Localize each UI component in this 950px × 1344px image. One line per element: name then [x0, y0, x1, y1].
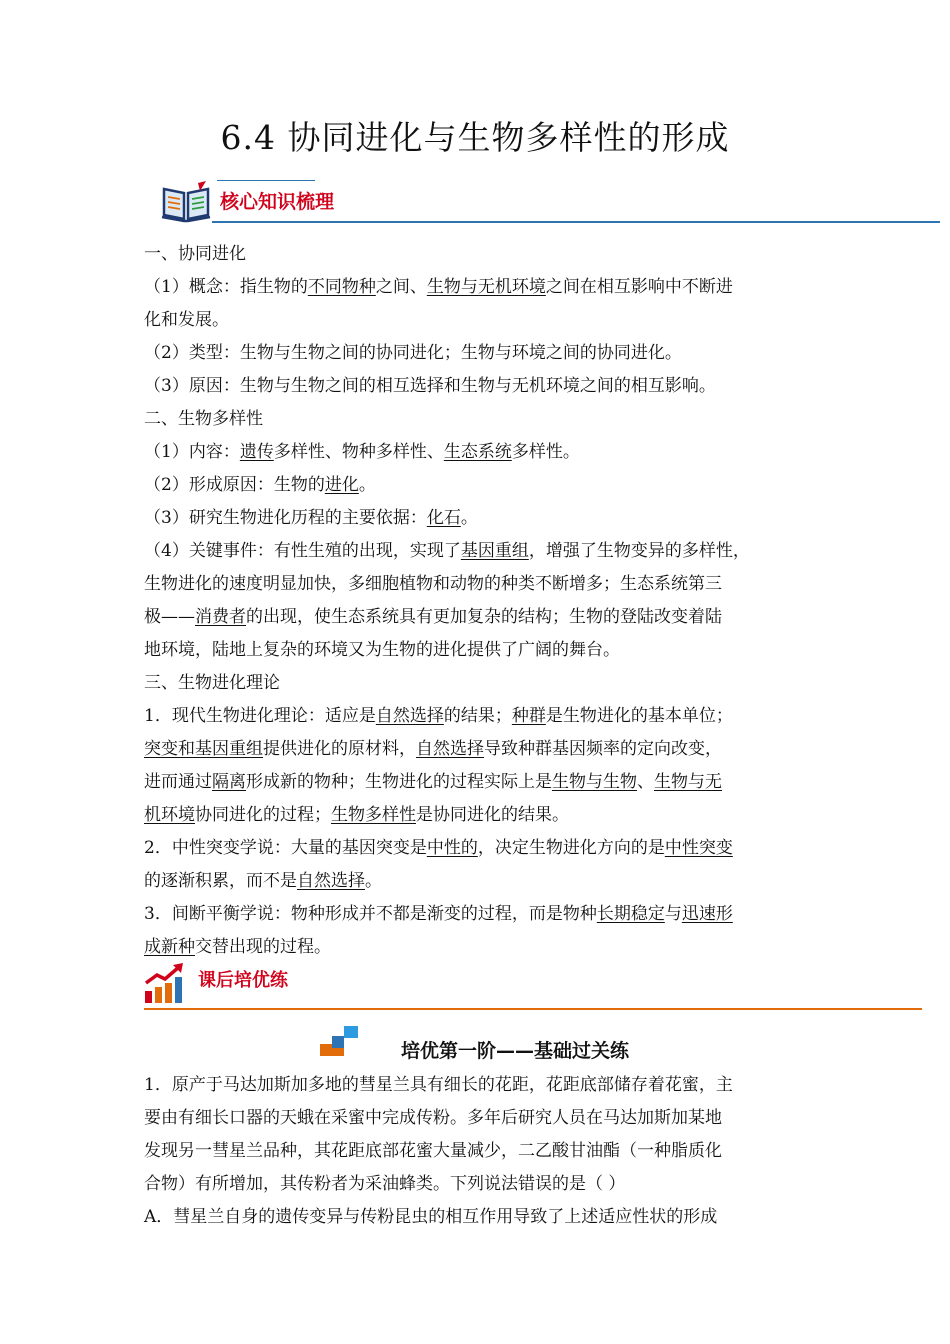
text-span: （4）关键事件：有性生殖的出现，实现了	[144, 541, 461, 561]
question-stem-line: 要由有细长口器的天蛾在采蜜中完成传粉。多年后研究人员在马达加斯加某地	[144, 1108, 722, 1128]
text-span: 的出现，使生态系统具有更加复杂的结构；生物的登陆改变着陆	[246, 607, 722, 627]
text-line	[144, 271, 816, 304]
growth-chart-icon	[143, 961, 187, 1005]
text-span: （3）研究生物进化历程的主要依据：	[144, 508, 427, 528]
answer-blank: 生物与无	[654, 772, 722, 792]
text-line: （2）类型：生物与生物之间的协同进化；生物与环境之间的协同进化。	[144, 343, 682, 363]
section-heading-knowledge: 核心知识梳理	[220, 191, 335, 213]
answer-blank: 消费者	[195, 607, 246, 627]
text-line	[144, 865, 816, 898]
section-rule-orange	[144, 1008, 922, 1010]
text-line	[144, 799, 816, 832]
answer-blank: 自然选择	[416, 739, 484, 759]
text-span: （1）内容：	[144, 442, 240, 462]
text-span: 是生物进化的基本单位；	[545, 706, 733, 726]
text-span: 形成新的物种；生物进化的过程实际上是	[246, 772, 552, 792]
banner-top-rule	[217, 180, 315, 181]
text-line	[144, 832, 816, 865]
text-span: 的逐渐积累，而不是	[144, 871, 297, 891]
text-span: ，决定生物进化方向的是	[477, 838, 665, 858]
text-span: （2）形成原因：生物的	[144, 475, 325, 495]
answer-blank: 生物多样性	[331, 805, 416, 825]
question-stem-line: 合物）有所增加，其传粉者为采油蜂类。下列说法错误的是（ ）	[144, 1174, 626, 1194]
answer-blank: 生物与生物	[552, 772, 637, 792]
answer-blank: 机环境	[144, 805, 195, 825]
text-span: 的结果；	[443, 706, 512, 726]
text-line	[144, 436, 816, 469]
text-span: （1）概念：指生物的	[144, 277, 308, 297]
question-stem-line: 1．原产于马达加斯加多地的彗星兰具有细长的花距，花距底部储存着花蜜，主	[144, 1075, 733, 1095]
option-a[interactable]: A．彗星兰自身的遗传变异与传粉昆虫的相互作用导致了上述适应性状的形成	[144, 1207, 718, 1227]
text-line: （3）原因：生物与生物之间的相互选择和生物与无机环境之间的相互影响。	[144, 376, 716, 396]
text-span: 极——	[144, 607, 195, 627]
answer-blank: 生物与无机环境	[426, 277, 546, 297]
text-line	[144, 766, 816, 799]
text-line	[144, 502, 816, 535]
text-span: 多样性、物种多样性、	[273, 442, 444, 462]
text-span: 之间在相互影响中不断进	[545, 277, 733, 297]
text-span: 1．现代生物进化理论：适应是	[144, 706, 376, 726]
text-span: 2．中性突变学说：大量的基因突变是	[144, 838, 427, 858]
answer-blank: 长期稳定	[596, 904, 665, 924]
answer-blank: 种群	[511, 706, 546, 726]
text-span: 。	[358, 475, 376, 495]
question-stem-line: 发现另一彗星兰品种，其花距底部花蜜大量减少，二乙酸甘油酯（一种脂质化	[144, 1141, 722, 1161]
text-span: 多样性。	[511, 442, 580, 462]
answer-blank: 隔离	[212, 772, 246, 792]
text-span: 与	[664, 904, 682, 924]
answer-blank: 突变和基因重组	[144, 739, 263, 759]
text-line: 生物进化的速度明显加快，多细胞植物和动物的种类不断增多；生态系统第三	[144, 574, 722, 594]
text-span: ，增强了生物变异的多样性，	[528, 541, 750, 561]
text-span: 3．间断平衡学说：物种形成并不都是渐变的过程，而是物种	[144, 904, 597, 924]
heading-evolution-theory: 三、生物进化理论	[144, 673, 280, 693]
answer-blank: 进化	[324, 475, 359, 495]
answer-blank: 遗传	[239, 442, 274, 462]
text-line: 化和发展。	[144, 310, 229, 330]
text-span: 之间、	[375, 277, 427, 297]
answer-blank: 中性突变	[664, 838, 733, 858]
text-line	[144, 898, 816, 931]
answer-blank: 中性的	[426, 838, 478, 858]
text-span: 交替出现的过程。	[195, 937, 331, 957]
answer-blank: 生态系统	[443, 442, 512, 462]
text-line	[144, 535, 816, 568]
text-span: 协同进化的过程；	[195, 805, 331, 825]
knowledge-content	[144, 238, 816, 964]
section-heading-practice: 课后培优练	[198, 970, 288, 991]
practice-level-heading: 培优第一阶——基础过关练	[400, 1040, 629, 1062]
text-line	[144, 601, 816, 634]
answer-blank: 自然选择	[375, 706, 444, 726]
text-span: 。	[460, 508, 478, 528]
text-line	[144, 931, 816, 964]
answer-blank: 迅速形	[681, 904, 733, 924]
text-span: 、	[637, 772, 654, 792]
question-1	[144, 1069, 824, 1234]
answer-blank: 化石	[426, 508, 461, 528]
answer-blank: 基因重组	[460, 541, 529, 561]
text-line: 地环境，陆地上复杂的环境又为生物的进化提供了广阔的舞台。	[144, 640, 620, 660]
text-line	[144, 469, 816, 502]
section-rule-blue	[212, 221, 940, 223]
heading-biodiversity: 二、生物多样性	[144, 409, 263, 429]
text-span: 是协同进化的结果。	[416, 805, 569, 825]
page-title: 6.4 协同进化与生物多样性的形成	[220, 118, 730, 157]
text-span: 进而通过	[144, 772, 212, 792]
text-line	[144, 733, 816, 766]
heading-coevolution: 一、协同进化	[144, 244, 246, 264]
answer-blank: 不同物种	[307, 277, 376, 297]
text-span: 导致种群基因频率的定向改变，	[484, 739, 722, 759]
text-span: 。	[365, 871, 382, 891]
answer-blank: 成新种	[144, 937, 195, 957]
answer-blank: 自然选择	[297, 871, 365, 891]
text-line	[144, 700, 816, 733]
open-book-icon	[160, 181, 212, 223]
text-span: 提供进化的原材料，	[263, 739, 416, 759]
